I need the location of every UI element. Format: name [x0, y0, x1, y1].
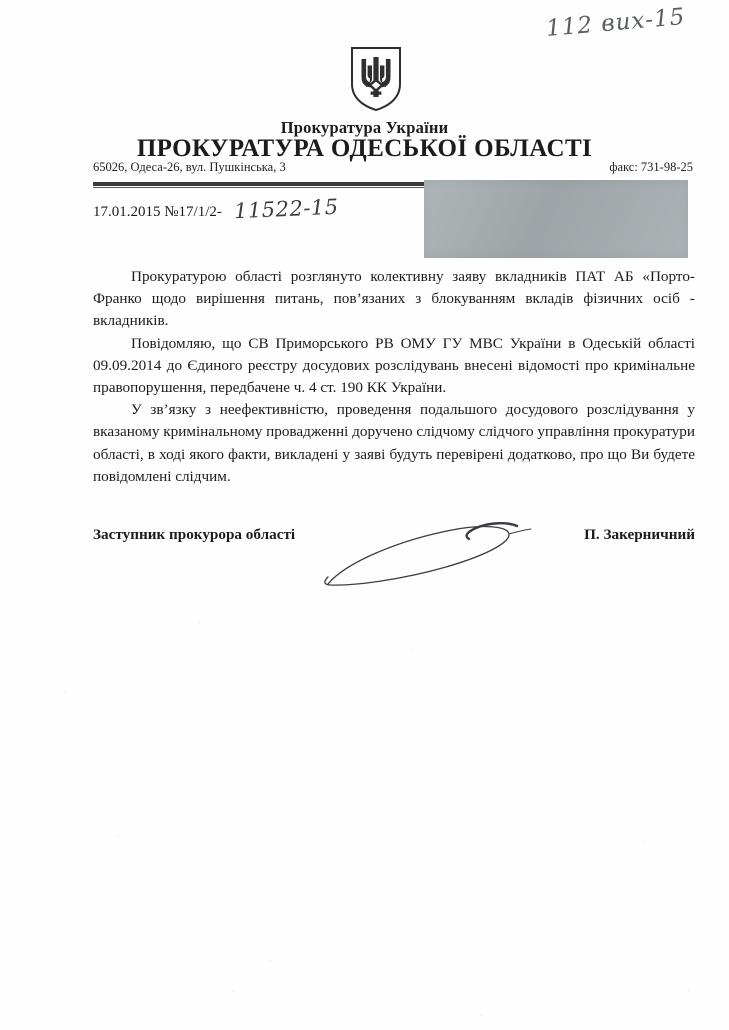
body-paragraph: Прокуратурою області розглянуто колективну заяву вкладників ПАТ АБ «Порто-Франко щодо вирішення питань, пов’язаних з блокуванням вкладів фізичних осіб - вкладників.: [93, 268, 695, 330]
organization-line: Прокуратура України: [280, 118, 449, 137]
body-paragraph: У зв’язку з неефективністю, проведення подальшого досудового розслідування у вказаному кримінальному провадженні доручено слідчому слідчого управління прокуратури області, в ході якого факти, викладені у заяві будуть перевірені додатково, про що Ви будете повідомлені слідчим.: [93, 401, 695, 485]
rule-thick-line: [93, 182, 431, 186]
ukrainian-trident-coat-of-arms-icon: [349, 46, 403, 112]
fax-text: факс: 731-98-25: [609, 160, 693, 174]
signatory-name: П. Закерничний: [584, 526, 695, 543]
page-title: ПРОКУРАТУРА ОДЕСЬКОЇ ОБЛАСТІ: [136, 135, 593, 162]
body-paragraph: Повідомляю, що СВ Приморського РВ ОМУ ГУ МВС України в Одеській області 09.09.2014 до Єдиного реєстру досудових розслідувань внесені відомості про кримінальне правопорушення, передбачене ч. 4 ст. 190 КК України.: [93, 334, 695, 397]
signature-row: [93, 526, 695, 544]
handwritten-top-note: 112 вих-15: [545, 3, 687, 43]
header-rule: [93, 182, 431, 188]
body-text: [93, 266, 695, 488]
reference-line: [93, 194, 340, 224]
reference-handwritten: 11522-15: [233, 194, 340, 224]
signatory-title: Заступник прокурора області: [93, 526, 296, 543]
address-row: [93, 160, 693, 175]
rule-thin-line: [93, 187, 431, 188]
address-text: 65026, Одеса-26, вул. Пушкінська, 3: [93, 160, 286, 174]
reference-printed: 17.01.2015 №17/1/2-: [93, 204, 222, 220]
redacted-block: [424, 180, 688, 258]
